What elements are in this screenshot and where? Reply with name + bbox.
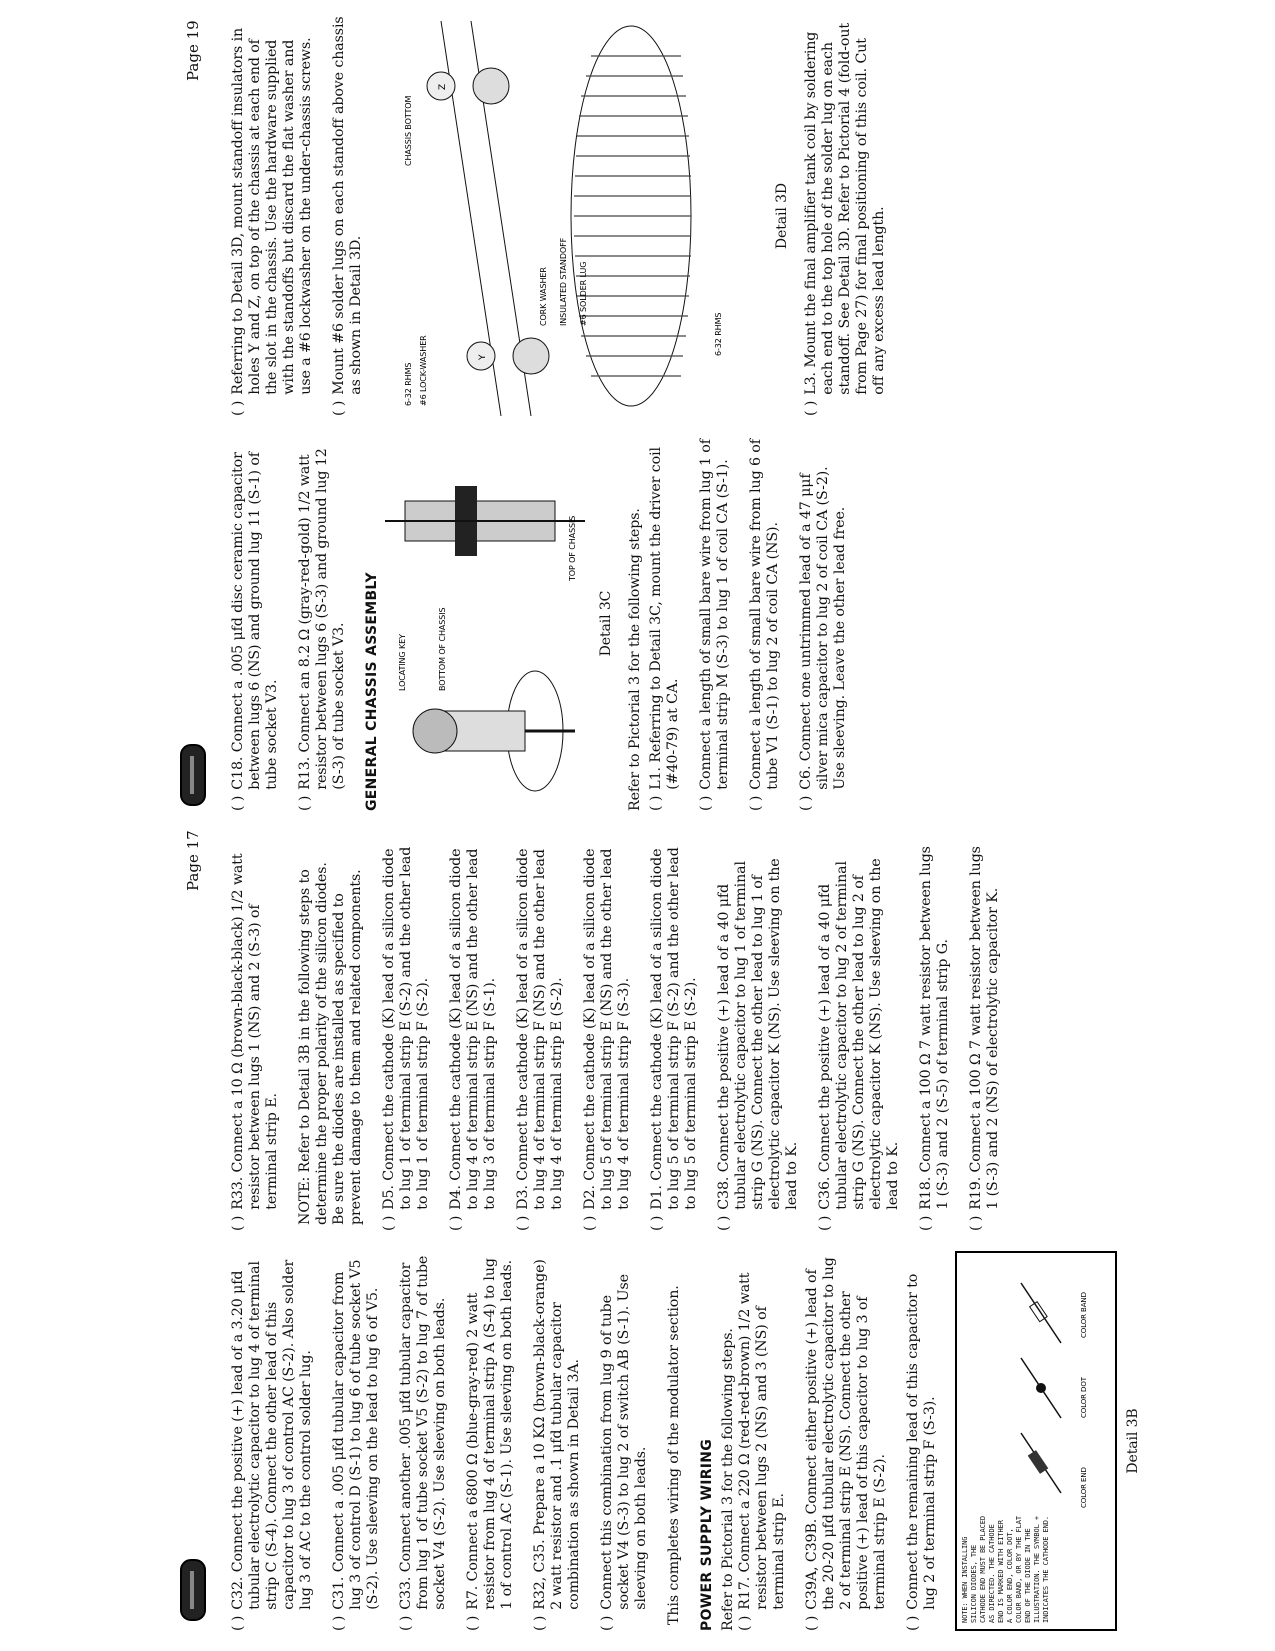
step-checkbox: ( ) — [817, 1215, 833, 1231]
note-text: NOTE: WHEN INSTALLING SILICON DIODES, THE CATHODE END MUST BE PLACED AS DIRECTED. THE CATHODE END IS MARKED WITH EITHER A COLOR END, COLOR DOT, COLOR BAND, OR BY THE FLAT END OF THE DIODE IN THE ILLUSTRATION. THE SYMBOL + INDICATES THE CATHODE END. — [961, 1516, 1050, 1623]
detail-3c-figure — [385, 441, 585, 811]
step-checkbox: ( ) — [748, 795, 764, 811]
step-list — [648, 436, 849, 811]
page17-column-1 — [230, 1251, 1154, 1631]
step-checkbox: ( ) — [698, 795, 714, 811]
instruction-step — [297, 436, 348, 811]
step-text: C6. Connect one untrimmed lead of a 47 μμf silver mica capacitor to lug 2 of coil CA (S-2). Use sleeving. Leave the other lead free. — [798, 466, 848, 790]
step-list — [737, 1251, 939, 1631]
fig3d-label-hole: Z — [438, 83, 448, 90]
instruction-step — [798, 436, 849, 811]
instruction-step — [666, 1251, 683, 1631]
detail-3d-figure — [381, 21, 761, 416]
instruction-step — [737, 1251, 788, 1631]
instruction-step — [698, 436, 732, 811]
step-checkbox: ( ) — [381, 1215, 397, 1231]
step-checkbox: ( ) — [804, 1615, 820, 1631]
instruction-step — [297, 846, 365, 1231]
step-text: R32, C35. Prepare a 10 KΩ (brown-black-orange) 2 watt resistor and .1 μfd tubular capacitor combination as shown in Detail 3A. — [532, 1259, 582, 1610]
instruction-step — [804, 1251, 889, 1631]
instruction-step — [230, 436, 281, 811]
step-text: L3. Mount the final amplifier tank coil by soldering each end to the top hole of the solder lug on each standoff. See Detail 3D. Refer to Pictorial 4 (fold-out from Page 27) for final positioning of this coil. Cut off any excess lead length. — [803, 23, 887, 395]
instruction-step — [331, 1251, 382, 1631]
step-checkbox: ( ) — [737, 1615, 753, 1631]
instruction-step — [398, 1251, 449, 1631]
refer-text: Refer to Pictorial 3 for the following steps. — [627, 508, 643, 811]
fig3d-label: INSULATED STANDOFF — [559, 237, 568, 326]
fig3d-label-hole: Y — [478, 354, 488, 360]
step-checkbox: ( ) — [230, 1215, 246, 1231]
refer-text: Refer to Pictorial 3 for the following steps. — [720, 1328, 736, 1631]
step-text: NOTE: Refer to Detail 3B in the following steps to determine the proper polarity of the silicon diodes. Be sure the diodes are installed as specified to prevent damage to them and related components. — [297, 862, 364, 1225]
instruction-step — [649, 846, 700, 1231]
fig3c-label: LOCATING KEY — [398, 634, 407, 691]
fig3d-label: 6-32 RHMS — [714, 312, 723, 356]
instruction-step — [381, 846, 432, 1231]
step-checkbox: ( ) — [230, 1615, 246, 1631]
step-checkbox: ( ) — [582, 1215, 598, 1231]
step-checkbox: ( ) — [230, 400, 246, 416]
page17-column-2 — [230, 846, 1018, 1231]
section-heading: GENERAL CHASSIS ASSEMBLY — [364, 572, 380, 811]
step-checkbox: ( ) — [905, 1615, 921, 1631]
step-text: C31. Connect a .005 μfd tubular capacitor from lug 3 of control D (S-1) to lug 6 of tube socket V5 (S-2). Use sleeving on the lead to lug 6 of V5. — [331, 1259, 381, 1610]
step-text: D4. Connect the cathode (K) lead of a silicon diode to lug 4 of terminal strip E (NS) and the other lead to lug 3 of terminal strip F (S-1). — [448, 848, 498, 1210]
step-text: Connect the remaining lead of this capacitor to lug 2 of terminal strip F (S-3). — [905, 1273, 938, 1610]
step-checkbox: ( ) — [918, 1215, 934, 1231]
step-list — [803, 16, 888, 416]
step-checkbox: ( ) — [448, 1215, 464, 1231]
step-text: R13. Connect an 8.2 Ω (gray-red-gold) 1/2 watt resistor between lugs 6 (S-3) and ground lug 12 (S-3) of tube socket V3. — [297, 448, 347, 790]
step-text: R18. Connect a 100 Ω 7 watt resistor between lugs 1 (S-3) and 2 (S-5) of terminal strip G. — [918, 846, 951, 1210]
step-text: R33. Connect a 10 Ω (brown-black-black) 1/2 watt resistor between lugs 1 (NS) and 2 (S-3) of terminal strip E. — [230, 853, 280, 1210]
figure-caption: Detail 3D — [774, 182, 790, 250]
instruction-step — [230, 1251, 315, 1631]
instruction-step — [465, 1251, 516, 1631]
step-text: Connect a length of small bare wire from lug 6 of tube V1 (S-1) to lug 2 of coil CA (NS). — [748, 439, 781, 790]
instruction-step — [230, 846, 281, 1231]
page-number: Page 17 — [184, 830, 202, 891]
figure-caption: Detail 3B — [1125, 1408, 1141, 1474]
instruction-step — [331, 16, 365, 416]
step-checkbox: ( ) — [515, 1215, 531, 1231]
step-checkbox: ( ) — [648, 795, 664, 811]
step-text: This completes wiring of the modulator section. — [666, 1285, 682, 1625]
note-label-color-dot: COLOR DOT — [1080, 1377, 1088, 1418]
fig3c-label: BOTTOM OF CHASSIS — [438, 607, 447, 691]
instruction-step — [448, 846, 499, 1231]
instruction-step — [968, 846, 1002, 1231]
step-text: D2. Connect the cathode (K) lead of a silicon diode to lug 5 of terminal strip E (NS) and the other lead to lug 4 of terminal strip F (S-3). — [582, 848, 632, 1210]
fig3d-label: CORK WASHER — [539, 267, 548, 326]
instruction-step — [905, 1251, 939, 1631]
step-list — [230, 436, 348, 811]
step-text: C38. Connect the positive (+) lead of a 40 μfd tubular electrolytic capacitor to lug 1 of terminal strip G (NS). Connect the other lead to lug 1 of electrolytic capacitor K (NS). Use sleeving on the lead to K. — [716, 858, 800, 1210]
step-text: Connect a length of small bare wire from lug 1 of terminal strip M (S-3) to lug 1 of coil CA (S-1). — [698, 439, 731, 790]
instruction-step — [817, 846, 902, 1231]
step-text: R19. Connect a 100 Ω 7 watt resistor between lugs 1 (S-3) and 2 (NS) of electrolytic capacitor K. — [968, 846, 1001, 1210]
step-checkbox: ( ) — [532, 1615, 548, 1631]
page-number: Page 19 — [184, 20, 202, 81]
instruction-step — [648, 436, 682, 811]
step-text: R7. Connect a 6800 Ω (blue-gray-red) 2 watt resistor from lug 4 of terminal strip A (S-4) to lug 1 of control AC (S-1). Use sleeving on both leads. — [465, 1258, 515, 1610]
fig3d-label: #6 LOCK-WASHER — [419, 335, 428, 406]
instruction-step — [748, 436, 782, 811]
instruction-step — [515, 846, 566, 1231]
instruction-step — [230, 16, 315, 416]
step-text: D5. Connect the cathode (K) lead of a silicon diode to lug 1 of terminal strip E (S-2) and the other lead to lug 1 of terminal strip F (S-2). — [381, 846, 431, 1210]
step-checkbox: ( ) — [798, 795, 814, 811]
step-checkbox: ( ) — [803, 400, 819, 416]
step-text: C36. Connect the positive (+) lead of a 40 μfd tubular electrolytic capacitor to lug 2 of terminal strip G (NS). Connect the other lead to lug 2 of electrolytic capacitor K (NS). Use sleeving on the lead to K. — [817, 858, 901, 1210]
figure-caption: Detail 3C — [598, 590, 614, 657]
instruction-step — [716, 846, 801, 1231]
note-label-color-end: COLOR END — [1080, 1467, 1088, 1508]
step-text: C33. Connect another .005 μfd tubular capacitor from lug 1 of tube socket V5 (S-2) to lug 7 of tube socket V4 (S-2). Use sleeving on both leads. — [398, 1255, 448, 1610]
diode-note-box — [955, 1251, 1117, 1631]
step-checkbox: ( ) — [968, 1215, 984, 1231]
step-text: D1. Connect the cathode (K) lead of a silicon diode to lug 5 of terminal strip F (S-2) and the other lead to lug 5 of terminal strip E (S-2). — [649, 847, 699, 1210]
note-label-color-band: COLOR BAND — [1080, 1292, 1088, 1338]
tank-coil — [571, 26, 691, 406]
step-checkbox: ( ) — [331, 1615, 347, 1631]
fig3d-label: 6-32 RHMS — [404, 362, 413, 406]
step-text: C39A, C39B. Connect either positive (+) lead of the 20-20 μfd tubular electrolytic capacitor to lug 2 of terminal strip E (NS). Connect the other positive (+) lead of this capacitor to lug 3 of terminal strip E (S-2). — [804, 1257, 888, 1610]
page-17 — [0, 826, 1275, 1651]
step-checkbox: ( ) — [398, 1615, 414, 1631]
instruction-step — [918, 846, 952, 1231]
section-heading: POWER SUPPLY WIRING — [699, 1438, 715, 1631]
fig3d-label: CHASSIS BOTTOM — [404, 95, 413, 166]
step-text: C18. Connect a .005 μfd disc ceramic capacitor between lugs 6 (NS) and ground lug 11 (S-1) of tube socket V3. — [230, 452, 280, 790]
step-checkbox: ( ) — [331, 400, 347, 416]
step-text: Referring to Detail 3D, mount standoff insulators in holes Y and Z, on top of the chassis at each end of the slot in the chassis. Use the hardware supplied with the standoffs but discard the flat washer and use a #6 lockwasher on the under-chassis screws. — [230, 27, 314, 395]
step-text: C32. Connect the positive (+) lead of a 3.20 μfd tubular electrolytic capacitor to lug 4 of terminal strip C (S-4). Connect the other lead of this capacitor to lug 3 of control AC (S-2). Also solder lug 3 of AC to the control solder lug. — [230, 1259, 314, 1610]
step-text: D3. Connect the cathode (K) lead of a silicon diode to lug 4 of terminal strip F (NS) and the other lead to lug 4 of terminal strip E (S-2). — [515, 848, 565, 1210]
step-text: L1. Referring to Detail 3C, mount the driver coil (#40-79) at CA. — [648, 447, 681, 790]
instruction-step — [599, 1251, 650, 1631]
instruction-step — [582, 846, 633, 1231]
step-checkbox: ( ) — [649, 1215, 665, 1231]
page19-column-1 — [230, 436, 865, 811]
heathkit-logo-bar — [180, 1559, 206, 1621]
step-checkbox: ( ) — [230, 795, 246, 811]
step-checkbox: ( ) — [599, 1615, 615, 1631]
instruction-step — [803, 16, 888, 416]
step-list — [230, 16, 365, 416]
page19-column-2 — [230, 16, 904, 416]
heathkit-logo-bar — [180, 744, 206, 806]
step-list — [230, 846, 1002, 1231]
step-text: Mount #6 solder lugs on each standoff above chassis as shown in Detail 3D. — [331, 16, 364, 395]
step-checkbox: ( ) — [465, 1615, 481, 1631]
instruction-step — [532, 1251, 583, 1631]
fig3d-label: #6 SOLDER LUG — [579, 261, 588, 326]
step-checkbox: ( ) — [716, 1215, 732, 1231]
diode-figure — [961, 1273, 1101, 1513]
step-checkbox: ( ) — [297, 795, 313, 811]
fig3c-label: TOP OF CHASSIS — [568, 515, 577, 581]
step-text: R17. Connect a 220 Ω (red-red-brown) 1/2 watt resistor between lugs 2 (NS) and 3 (NS) of terminal strip E. — [737, 1272, 787, 1610]
step-list — [230, 1251, 683, 1631]
step-text: Connect this combination from lug 9 of tube socket V4 (S-3) to lug 2 of switch AB (S-1). Use sleeving on both leads. — [599, 1274, 649, 1610]
